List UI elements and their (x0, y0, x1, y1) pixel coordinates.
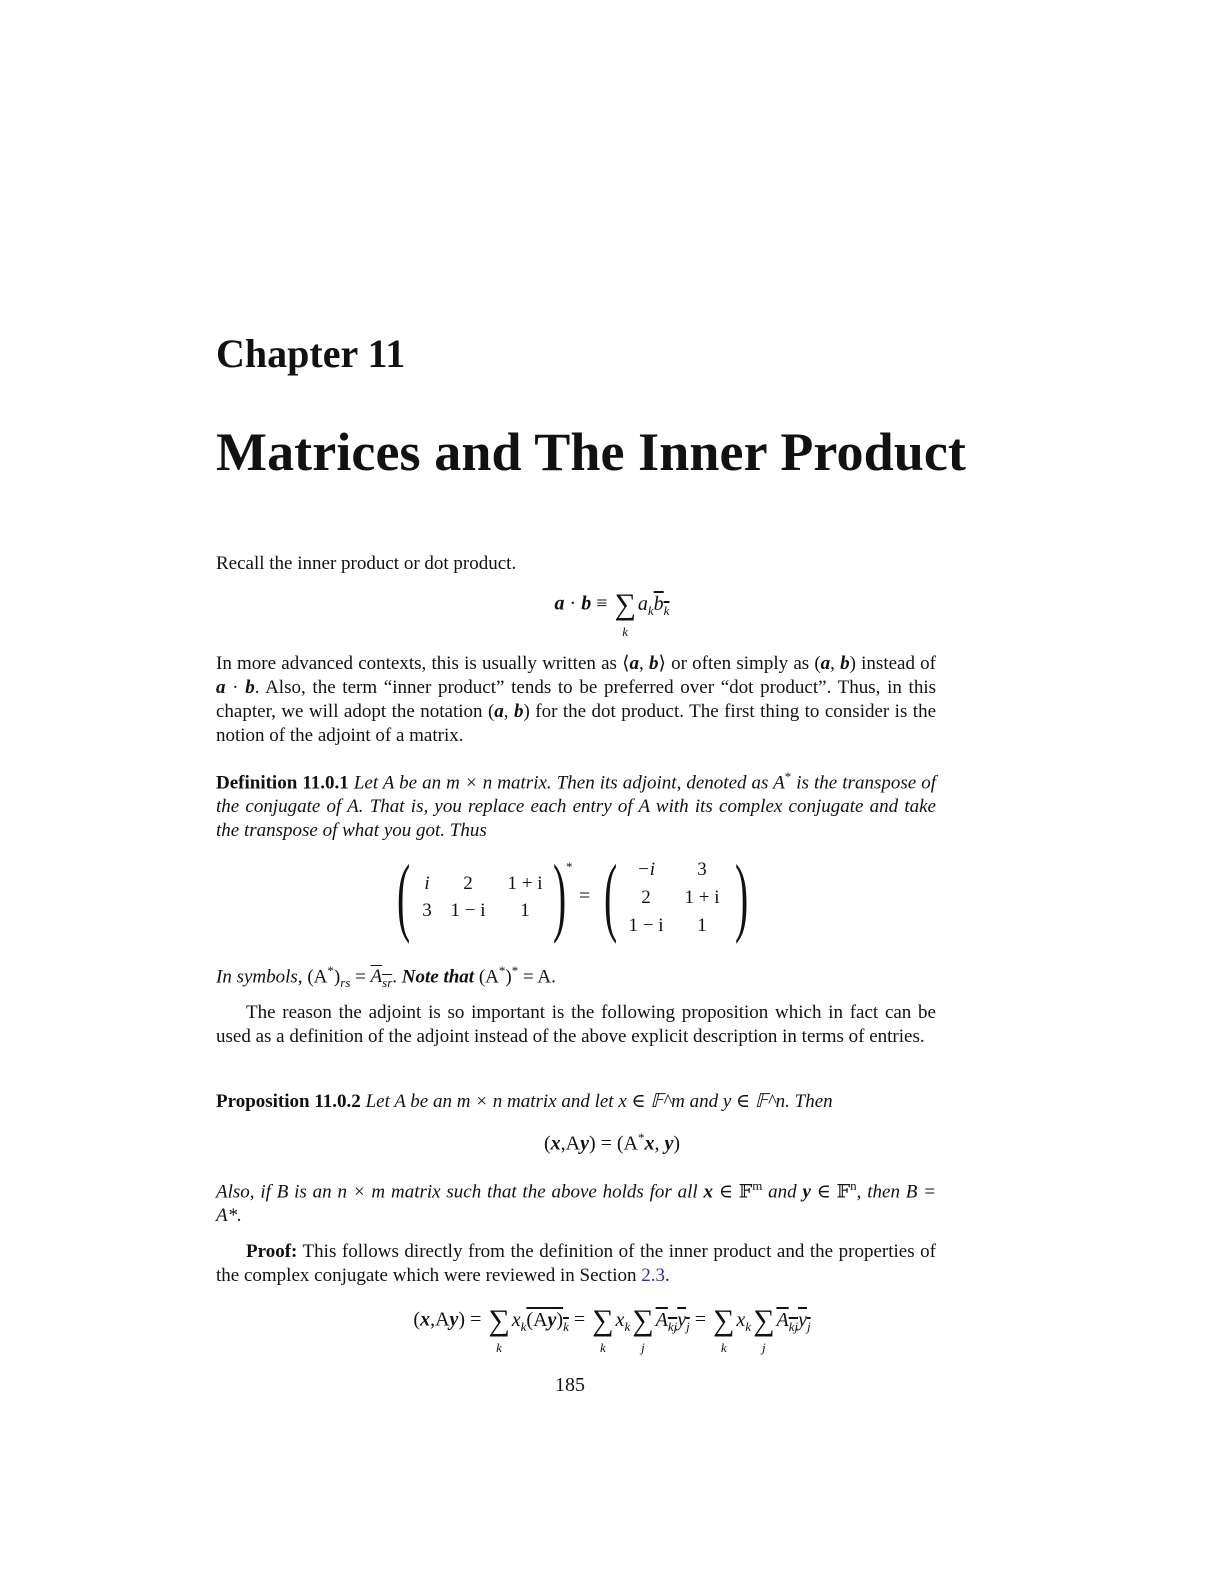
proof-equation: (x,Ay) = ∑ k $x_k(Ay)_k$ = ∑ k $x_k\sum$ j $A_{kj}y_j$ = ∑ k $x_k\sum$ j $A_{kj}y_j$ (413, 1304, 811, 1355)
reason-paragraph: The reason the adjoint is so important is the following proposition which in fact can be used as a definition of the adjoint instead of the above explicit description in terms of entries. (216, 1002, 936, 1047)
symbols-line: In symbols, $(A^*)_{rs} = A_{sr}$. Note that (A*)* = A. (216, 963, 556, 991)
right-paren-close: ) (735, 848, 749, 945)
intro-paragraph: In more advanced contexts, this is usually written as ⟨a, b⟩ or often simply as (a, b) instead of a · b. Also, the term “inner product” tends to be preferred over “dot product”. Thus, in this chapter, we will adopt the notation (a, b) for the dot product. The first thing to consider is the notion of the adjoint of a matrix. (216, 653, 937, 746)
proof-label: Proof: (246, 1241, 298, 1262)
page-number: 185 (555, 1374, 585, 1396)
adjoint-star: * (566, 859, 573, 874)
dot-product-formula: a · b ≡ ∑ k $a_kb_k$ (554, 588, 670, 639)
matrix-example: ( i 2 1 + i 3 1 − i 1 ) * = ( −i 3 2 1 + i 1 − i 1 ) (397, 848, 749, 945)
proposition-equation: (x,Ay) = (A*x, y) (543, 1130, 681, 1155)
recall-text: Recall the inner product or dot product. (216, 553, 517, 574)
equals-sign: = (579, 885, 591, 907)
definition-label: Definition 11.0.1 (216, 772, 349, 794)
right-paren-open: ( (604, 848, 618, 945)
proof-block: Proof: This follows directly from the definition of the inner product and the properties of the complex conjugate which were reviewed in Section 2.3. (216, 1241, 936, 1286)
left-paren: ( (397, 848, 411, 945)
proposition-block: Proposition 11.0.2 Let A be an m × n matrix and let x ∈ 𝔽^m and y ∈ 𝔽^n. Then (216, 1091, 833, 1112)
chapter-title: Matrices and The Inner Product (216, 422, 967, 482)
proposition-label: Proposition 11.0.2 (216, 1091, 361, 1112)
chapter-label: Chapter 11 (216, 331, 406, 376)
left-paren-close: ) (553, 848, 567, 945)
section-link[interactable]: 2.3 (641, 1265, 665, 1286)
proposition-also: Also, if B is an n × m matrix such that the above holds for all x ∈ 𝔽$^m$ and y ∈ 𝔽$^n$, then B = A*. (216, 1178, 937, 1227)
summation-symbol: ∑ k (614, 588, 636, 639)
definition-block: Definition 11.0.1 Let A be an m × n matrix. Then its adjoint, denoted as A* is the transpose of the conjugate of A. That is, you replace each entry of A with its complex conjugate and take the transpose of what you got. Thus (216, 769, 936, 842)
